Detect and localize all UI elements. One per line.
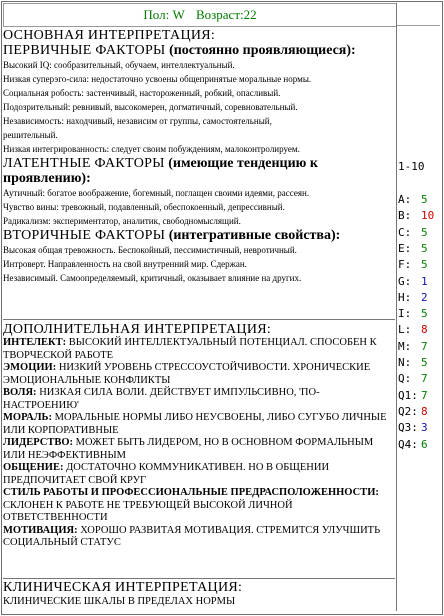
primary-line: Высокий IQ: сообразительный, обучаем, интеллектуальный. [3,60,235,70]
additional-item-label: ОБЩЕНИЕ: [3,462,64,473]
age-label: Возраст:22 [195,7,257,22]
factor-key: H: [398,290,412,304]
factor-key: A: [398,193,412,206]
factor-row [398,225,428,239]
additional-interpretation [3,322,395,550]
additional-title: ДОПОЛНИТЕЛЬНАЯ ИНТЕРПРЕТАЦИЯ: [3,322,272,337]
additional-item-label: ЛИДЕРСТВО: [3,437,74,448]
additional-item [3,525,395,550]
primary-factors-heading [3,43,395,58]
factor-key: G: [398,274,412,288]
additional-item-text: СКЛОНЕН К РАБОТЕ НЕ ТРЕБУЮЩЕЙ ВЫСОКОЙ ЛИЧНОЙ ОТВЕТСТВЕННОСТИ [3,499,293,523]
additional-item [3,337,395,362]
primary-title-rest: (постоянно проявляющиеся): [165,43,356,58]
primary-line: Низкая интегрированность: следует своим побуждениям, малоконтролируем. [3,144,300,154]
additional-item [3,462,395,487]
header-bar [3,3,397,27]
secondary-line: Интроверт. Направленность на свой внутренний мир. Сдержан. [3,259,247,269]
additional-item-label: ВОЛЯ: [3,387,37,398]
latent-title-big: ЛАТЕНТНЫЕ ФАКТОРЫ [3,156,165,171]
factor-key: M: [398,339,412,353]
additional-item-label: СТИЛЬ РАБОТЫ И ПРОФЕССИОНАЛЬНЫЕ ПРЕДРАСПОЛОЖЕННОСТИ: [3,487,379,498]
additional-item [3,487,395,525]
factor-key: Q4: [398,437,418,451]
basic-title: ОСНОВНАЯ ИНТЕРПРЕТАЦИЯ: [3,28,216,43]
factor-row [398,274,428,288]
additional-item-text: НИЗКИЙ УРОВЕНЬ СТРЕССОУСТОЙЧИВОСТИ. ХРОНИЧЕСКИЕ ЭМОЦИОНАЛЬНЫЕ КОНФЛИКТЫ [3,362,371,386]
factor-key: F: [398,258,412,272]
factor-row [398,258,428,272]
factor-row [398,209,435,223]
secondary-line: Высокая общая тревожность. Беспокойный, пессимистичный, невротичный. [3,245,297,255]
additional-item [3,387,395,412]
additional-item-text: ВЫСОКИЙ ИНТЕЛЛЕКТУАЛЬНЫЙ ПОТЕНЦИАЛ. СПОСОБЕН К ТВОРЧЕСКОЙ РАБОТЕ [3,337,377,361]
additional-item-label: МОТИВАЦИЯ: [3,524,78,536]
secondary-lines [3,243,395,285]
additional-item [3,412,395,437]
factor-row [398,339,428,353]
factor-value: 7 [421,372,428,386]
factor-value: 2 [421,290,428,304]
primary-lines [3,58,395,156]
factor-key: I: [398,307,412,321]
additional-item [3,437,395,462]
factor-scale-panel [397,3,440,611]
factor-key: Q: [398,372,412,386]
additional-item-text: ДОСТАТОЧНО КОММУНИКАТИВЕН. НО В ОБЩЕНИИ ПРЕДПОЧИТАЕТ СВОЙ КРУГ [3,462,330,486]
factor-value: 5 [421,307,428,321]
factor-row [398,437,428,451]
latent-lines [3,186,395,228]
factor-row [398,404,428,418]
primary-line: Независимость: находчивый, независим от группы, самостоятельный, [3,116,272,126]
additional-item-text: МОРАЛЬНЫЕ НОРМЫ ЛИБО НЕУСВОЕНЫ, ЛИБО СУГУБО ЛИЧНЫЕ ИЛИ КОРПОРАТИВНЫЕ [3,412,387,436]
latent-line: Радикализм: экспериментатор, аналитик, свободномыслящий. [3,216,241,226]
factor-row [398,421,428,435]
factor-value: 8 [421,323,428,337]
factor-key: Q1: [398,388,418,402]
scale-panel-header [397,3,440,26]
factor-row [398,307,428,321]
factor-row [398,193,428,206]
additional-item-label: ЭМОЦИИ: [3,362,57,373]
clinical-title: КЛИНИЧЕСКАЯ ИНТЕРПРЕТАЦИЯ: [3,580,243,595]
factor-value: 5 [421,356,428,369]
factor-key: C: [398,225,412,239]
clinical-interpretation [3,580,395,608]
section-divider [3,578,395,579]
additional-item-text: НИЗКАЯ СИЛА ВОЛИ. ДЕЙСТВУЕТ ИМПУЛЬСИВНО, 'ПО-НАСТРОЕНИЮ' [3,387,320,411]
factor-value: 7 [421,339,428,353]
clinical-text: КЛИНИЧЕСКИЕ ШКАЛЫ В ПРЕДЕЛАХ НОРМЫ [3,596,236,607]
secondary-title-rest: (интегративные свойства): [165,228,341,243]
latent-line: Аутичный: богатое воображение, богемный, поглащен своими идеями, рассеян. [3,188,310,198]
factor-row [398,290,428,304]
factor-value: 5 [421,241,428,255]
factor-row [398,323,428,337]
factor-key: L: [398,323,412,337]
factor-key: Q3: [398,421,418,435]
section-divider [3,319,395,320]
factor-value: 5 [421,193,428,206]
factor-value: 8 [421,404,428,418]
additional-item-text: МОЖЕТ БЫТЬ ЛИДЕРОМ, НО В ОСНОВНОМ ФОРМАЛЬНЫМ ИЛИ НЕЭФФЕКТИВНЫМ [3,437,374,461]
factor-value: 1 [421,274,428,288]
additional-item [3,362,395,387]
primary-title-big: ПЕРВИЧНЫЕ ФАКТОРЫ [3,43,166,58]
factor-row [398,372,428,386]
factor-value: 5 [421,225,428,239]
primary-line: Социальная робость: застенчивый, настороженный, робкий, опасливый. [3,88,281,98]
factor-value: 6 [421,437,428,451]
factor-value: 10 [421,209,435,223]
factor-value: 5 [421,258,428,272]
scale-range: 1-10 [398,160,425,173]
factor-key: B: [398,209,412,223]
factor-key: Q2: [398,404,418,418]
primary-line: Низкая суперэго-сила: недостаточно усвоены общепринятые моральные нормы. [3,74,312,84]
basic-interpretation [3,28,395,285]
factor-row [398,241,428,255]
latent-line: Чувство вины: тревожный, подавленный, обеспокоенный, депрессивный. [3,202,285,212]
factor-key: N: [398,356,412,369]
additional-item-label: МОРАЛЬ: [3,412,52,423]
factor-value: 7 [421,388,428,402]
primary-line: решительный. [3,130,58,140]
secondary-factors-heading [3,228,395,243]
latent-factors-heading [3,156,395,186]
factor-key: E: [398,241,412,255]
factor-row [398,388,428,402]
primary-line: Подозрительный: ревнивый, высокомерен, догматичный, соревновательный. [3,102,298,112]
latent-title-rest: (имеющие тенденцию к проявлению): [3,156,318,186]
secondary-line: Независимый. Самоопределяемый, критичный, оказывает влияние на других. [3,273,302,283]
secondary-title-big: ВТОРИЧНЫЕ ФАКТОРЫ [3,228,166,243]
additional-item-label: ИНТЕЛЕКТ: [3,337,67,348]
additional-item-text: ХОРОШО РАЗВИТАЯ МОТИВАЦИЯ. СТРЕМИТСЯ УЛУЧШИТЬ СОЦИАЛЬНЫЙ СТАТУС [3,524,381,548]
factor-row [398,356,428,369]
factor-value: 3 [421,421,428,435]
gender-label: Пол: W [143,7,185,22]
